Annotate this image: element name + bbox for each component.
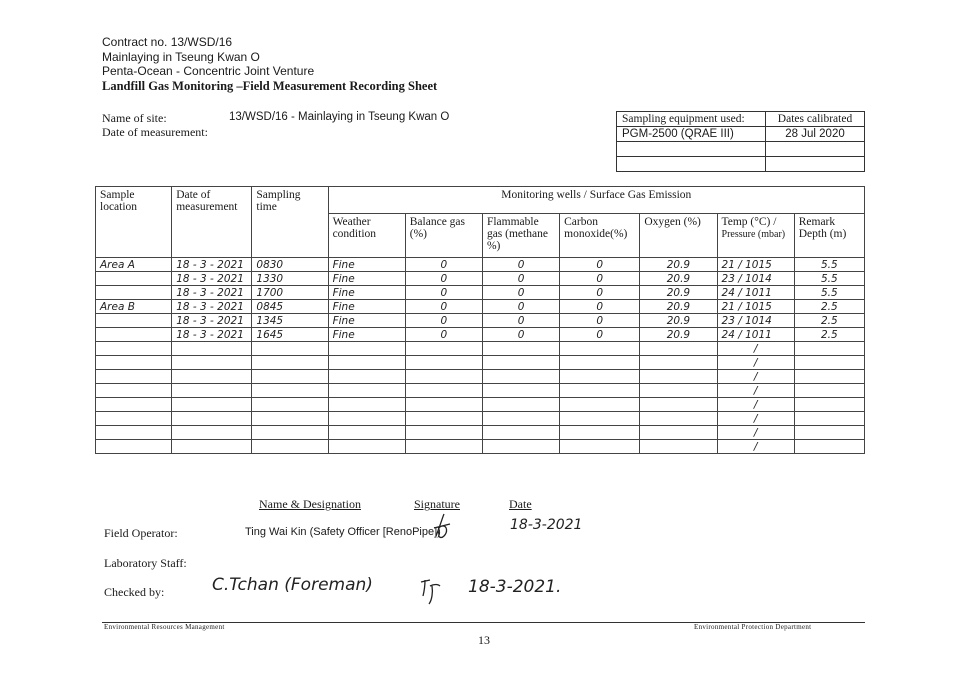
- blank-temp-slash: /: [717, 412, 794, 426]
- cell-depth: 5.5: [794, 272, 864, 286]
- blank-temp-slash: /: [717, 356, 794, 370]
- cell-location: [96, 314, 172, 328]
- cell-oxygen: 20.9: [640, 314, 717, 328]
- blank-row: [96, 356, 865, 370]
- equipment-header: Sampling equipment used:: [617, 112, 766, 127]
- header-oxygen: Oxygen (%): [640, 214, 717, 258]
- field-operator-label: Field Operator:: [104, 526, 178, 540]
- blank-row: [96, 412, 865, 426]
- header-remark-depth: Remark Depth (m): [794, 214, 864, 258]
- cell-depth: 5.5: [794, 286, 864, 300]
- cell-oxygen: 20.9: [640, 328, 717, 342]
- cell-time: 1700: [252, 286, 328, 300]
- cell-location: [96, 272, 172, 286]
- header-pressure: Pressure (mbar): [721, 229, 786, 240]
- joint-venture: Penta-Ocean - Concentric Joint Venture: [102, 64, 315, 78]
- cell-time: 1645: [252, 328, 328, 342]
- cell-temp-pressure: 21 / 1015: [717, 258, 794, 272]
- cell-time: 0830: [252, 258, 328, 272]
- cell-balance: 0: [405, 258, 482, 272]
- cell-temp-pressure: 24 / 1011: [717, 328, 794, 342]
- cell-balance: 0: [405, 328, 482, 342]
- blank-temp-slash: /: [717, 440, 794, 454]
- cell-co: 0: [560, 258, 640, 272]
- cell-temp-pressure: 23 / 1014: [717, 272, 794, 286]
- cell-oxygen: 20.9: [640, 258, 717, 272]
- equipment-empty-cell: [766, 157, 865, 172]
- cell-date: 18 - 3 - 2021: [172, 286, 252, 300]
- cell-oxygen: 20.9: [640, 286, 717, 300]
- blank-row: [96, 342, 865, 356]
- cell-depth: 5.5: [794, 258, 864, 272]
- cell-flammable: 0: [482, 286, 559, 300]
- cell-temp-pressure: 23 / 1014: [717, 314, 794, 328]
- header-time: Sampling time: [252, 187, 328, 258]
- sheet-title: Landfill Gas Monitoring –Field Measurement Recording Sheet: [102, 78, 438, 93]
- cell-oxygen: 20.9: [640, 272, 717, 286]
- equipment-value: PGM-2500 (QRAE III): [617, 127, 766, 142]
- laboratory-staff-label: Laboratory Staff:: [104, 556, 187, 570]
- blank-row: [96, 440, 865, 454]
- table-row: [96, 286, 865, 300]
- field-operator-name: Ting Wai Kin (Safety Officer [RenoPipe]): [245, 526, 441, 538]
- cell-co: 0: [560, 286, 640, 300]
- header-weather: Weather condition: [328, 214, 405, 258]
- header-balance-gas: Balance gas (%): [405, 214, 482, 258]
- calibration-header: Dates calibrated: [766, 112, 865, 127]
- calibration-value: 28 Jul 2020: [766, 127, 865, 142]
- cell-time: 1345: [252, 314, 328, 328]
- table-row: [96, 328, 865, 342]
- cell-co: 0: [560, 328, 640, 342]
- equipment-empty-cell: [617, 157, 766, 172]
- table-row: [96, 314, 865, 328]
- cell-time: 1330: [252, 272, 328, 286]
- cell-location: [96, 286, 172, 300]
- measurement-rows: [96, 258, 865, 454]
- page-number: 13: [478, 633, 490, 647]
- header-monitoring-group: Monitoring wells / Surface Gas Emission: [328, 187, 864, 214]
- cell-co: 0: [560, 272, 640, 286]
- cell-depth: 2.5: [794, 328, 864, 342]
- cell-depth: 2.5: [794, 314, 864, 328]
- cell-oxygen: 20.9: [640, 300, 717, 314]
- cell-date: 18 - 3 - 2021: [172, 300, 252, 314]
- cell-time: 0845: [252, 300, 328, 314]
- checked-by-date: 18-3-2021.: [468, 577, 562, 597]
- cell-date: 18 - 3 - 2021: [172, 328, 252, 342]
- measurement-table: [95, 186, 865, 454]
- cell-weather: Fine: [328, 300, 405, 314]
- checked-by-name: C.Tchan (Foreman): [212, 575, 373, 595]
- blank-row: [96, 398, 865, 412]
- cell-balance: 0: [405, 300, 482, 314]
- header-date: Date of measurement: [172, 187, 252, 258]
- cell-weather: Fine: [328, 328, 405, 342]
- name-designation-header: Name & Designation: [259, 497, 361, 511]
- equipment-table: [616, 111, 865, 172]
- table-row: [96, 272, 865, 286]
- cell-temp-pressure: 21 / 1015: [717, 300, 794, 314]
- cell-location: [96, 328, 172, 342]
- cell-flammable: 0: [482, 314, 559, 328]
- checked-by-label: Checked by:: [104, 585, 165, 599]
- cell-flammable: 0: [482, 328, 559, 342]
- footer-right: Environmental Protection Department: [694, 623, 812, 631]
- cell-date: 18 - 3 - 2021: [172, 258, 252, 272]
- blank-temp-slash: /: [717, 384, 794, 398]
- table-row: [96, 258, 865, 272]
- cell-weather: Fine: [328, 272, 405, 286]
- header-carbon-monoxide: Carbon monoxide(%): [560, 214, 640, 258]
- equipment-empty-cell: [617, 142, 766, 157]
- checked-by-signature: [418, 576, 444, 606]
- contract-number: Contract no. 13/WSD/16: [102, 35, 233, 49]
- document-header: [102, 35, 437, 93]
- date-measurement-label: Date of measurement:: [102, 125, 208, 139]
- cell-flammable: 0: [482, 258, 559, 272]
- table-row: [96, 300, 865, 314]
- cell-date: 18 - 3 - 2021: [172, 314, 252, 328]
- cell-temp-pressure: 24 / 1011: [717, 286, 794, 300]
- project-name: Mainlaying in Tseung Kwan O: [102, 49, 260, 64]
- field-operator-date: 18-3-2021: [510, 517, 583, 533]
- header-location: Sample location: [96, 187, 172, 258]
- blank-row: [96, 426, 865, 440]
- cell-location: Area B: [96, 300, 172, 314]
- cell-depth: 2.5: [794, 300, 864, 314]
- blank-temp-slash: /: [717, 398, 794, 412]
- site-name-value: 13/WSD/16 - Mainlaying in Tseung Kwan O: [229, 111, 450, 123]
- cell-weather: Fine: [328, 258, 405, 272]
- cell-date: 18 - 3 - 2021: [172, 272, 252, 286]
- blank-row: [96, 384, 865, 398]
- cell-weather: Fine: [328, 286, 405, 300]
- blank-row: [96, 370, 865, 384]
- cell-balance: 0: [405, 286, 482, 300]
- site-info: [102, 111, 208, 139]
- cell-flammable: 0: [482, 272, 559, 286]
- cell-balance: 0: [405, 314, 482, 328]
- field-operator-signature: [432, 512, 452, 540]
- cell-flammable: 0: [482, 300, 559, 314]
- blank-temp-slash: /: [717, 342, 794, 356]
- cell-balance: 0: [405, 272, 482, 286]
- blank-temp-slash: /: [717, 426, 794, 440]
- site-name-label: Name of site:: [102, 111, 167, 125]
- header-temp-pressure: [717, 214, 794, 258]
- header-temp: Temp (°C) /: [721, 216, 777, 228]
- cell-co: 0: [560, 314, 640, 328]
- cell-co: 0: [560, 300, 640, 314]
- footer-left: Environmental Resources Management: [104, 623, 225, 631]
- equipment-empty-cell: [766, 142, 865, 157]
- signature-header: Signature: [414, 497, 460, 511]
- blank-temp-slash: /: [717, 370, 794, 384]
- cell-weather: Fine: [328, 314, 405, 328]
- cell-location: Area A: [96, 258, 172, 272]
- date-header: Date: [509, 497, 532, 511]
- header-flammable-gas: Flammable gas (methane %): [482, 214, 559, 258]
